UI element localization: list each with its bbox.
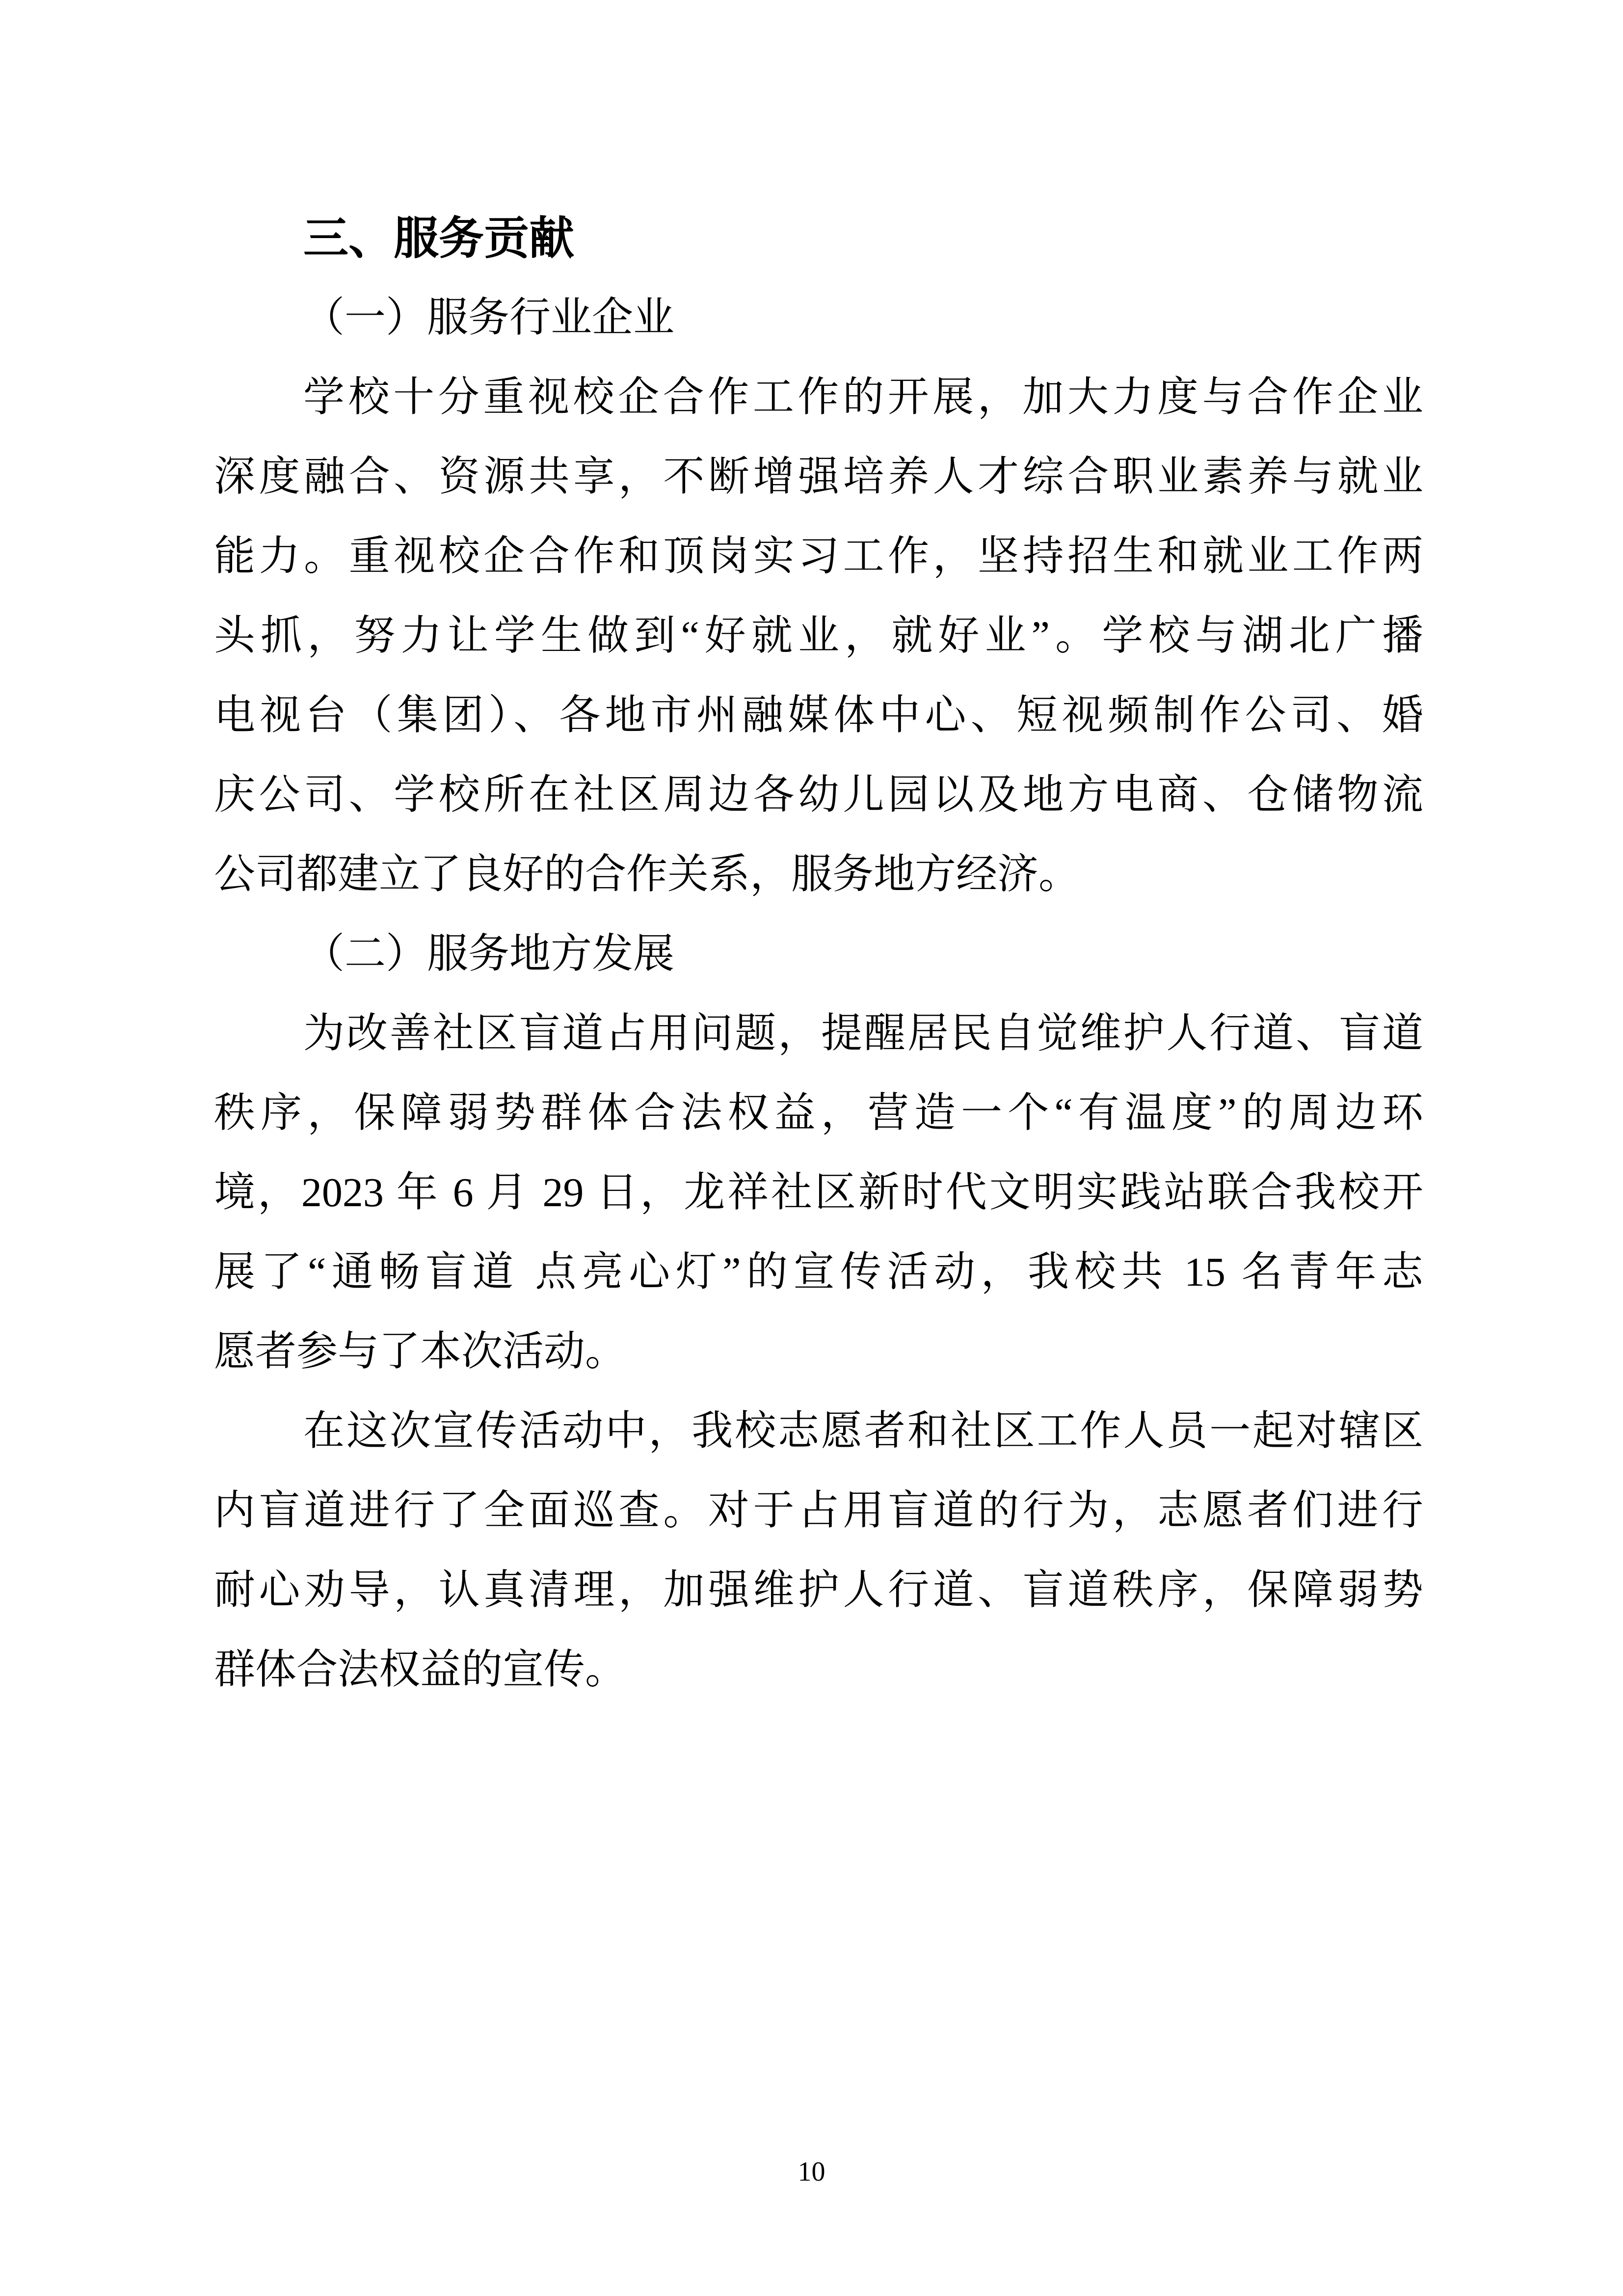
text-line: 愿者参与了本次活动。 xyxy=(214,1329,627,1375)
text-line: 头抓，努力让学生做到“好就业，就好业”。学校与湖北广播 xyxy=(214,613,1423,659)
text-line: 能力。重视校企合作和顶岗实习工作，坚持招生和就业工作两 xyxy=(214,534,1423,579)
text-line: 秩序，保障弱势群体合法权益，营造一个“有温度”的周边环 xyxy=(214,1090,1423,1136)
text-line: 公司都建立了良好的合作关系，服务地方经济。 xyxy=(214,852,1080,897)
text-line: 耐心劝导，认真清理，加强维护人行道、盲道秩序，保障弱势 xyxy=(214,1567,1423,1613)
text-line: 为改善社区盲道占用问题，提醒居民自觉维护人行道、盲道 xyxy=(303,1011,1423,1056)
document-body xyxy=(214,199,1423,1710)
text-line: 内盲道进行了全面巡查。对于占用盲道的行为，志愿者们进行 xyxy=(214,1488,1423,1534)
text-line: 在这次宣传活动中，我校志愿者和社区工作人员一起对辖区 xyxy=(303,1408,1423,1454)
text-line: 展了“通畅盲道 点亮心灯”的宣传活动，我校共 15 名青年志 xyxy=(214,1249,1423,1295)
text-line: 学校十分重视校企合作工作的开展，加大力度与合作企业 xyxy=(303,375,1423,420)
text-line: 庆公司、学校所在社区周边各幼儿园以及地方电商、仓储物流 xyxy=(214,772,1423,818)
text-line: 群体合法权益的宣传。 xyxy=(214,1647,627,1693)
text-line: 电视台（集团）、各地市州融媒体中心、短视频制作公司、婚 xyxy=(214,693,1423,738)
text-line: 深度融合、资源共享，不断增强培养人才综合职业素养与就业 xyxy=(214,454,1423,500)
page-number: 10 xyxy=(798,2157,825,2187)
text-line: 境，2023 年 6 月 29 日，龙祥社区新时代文明实践站联合我校开 xyxy=(214,1170,1423,1216)
subsection-heading: （一）服务行业企业 xyxy=(303,295,675,341)
section-heading: 三、服务贡献 xyxy=(303,214,575,264)
subsection-heading: （二）服务地方发展 xyxy=(303,931,675,977)
